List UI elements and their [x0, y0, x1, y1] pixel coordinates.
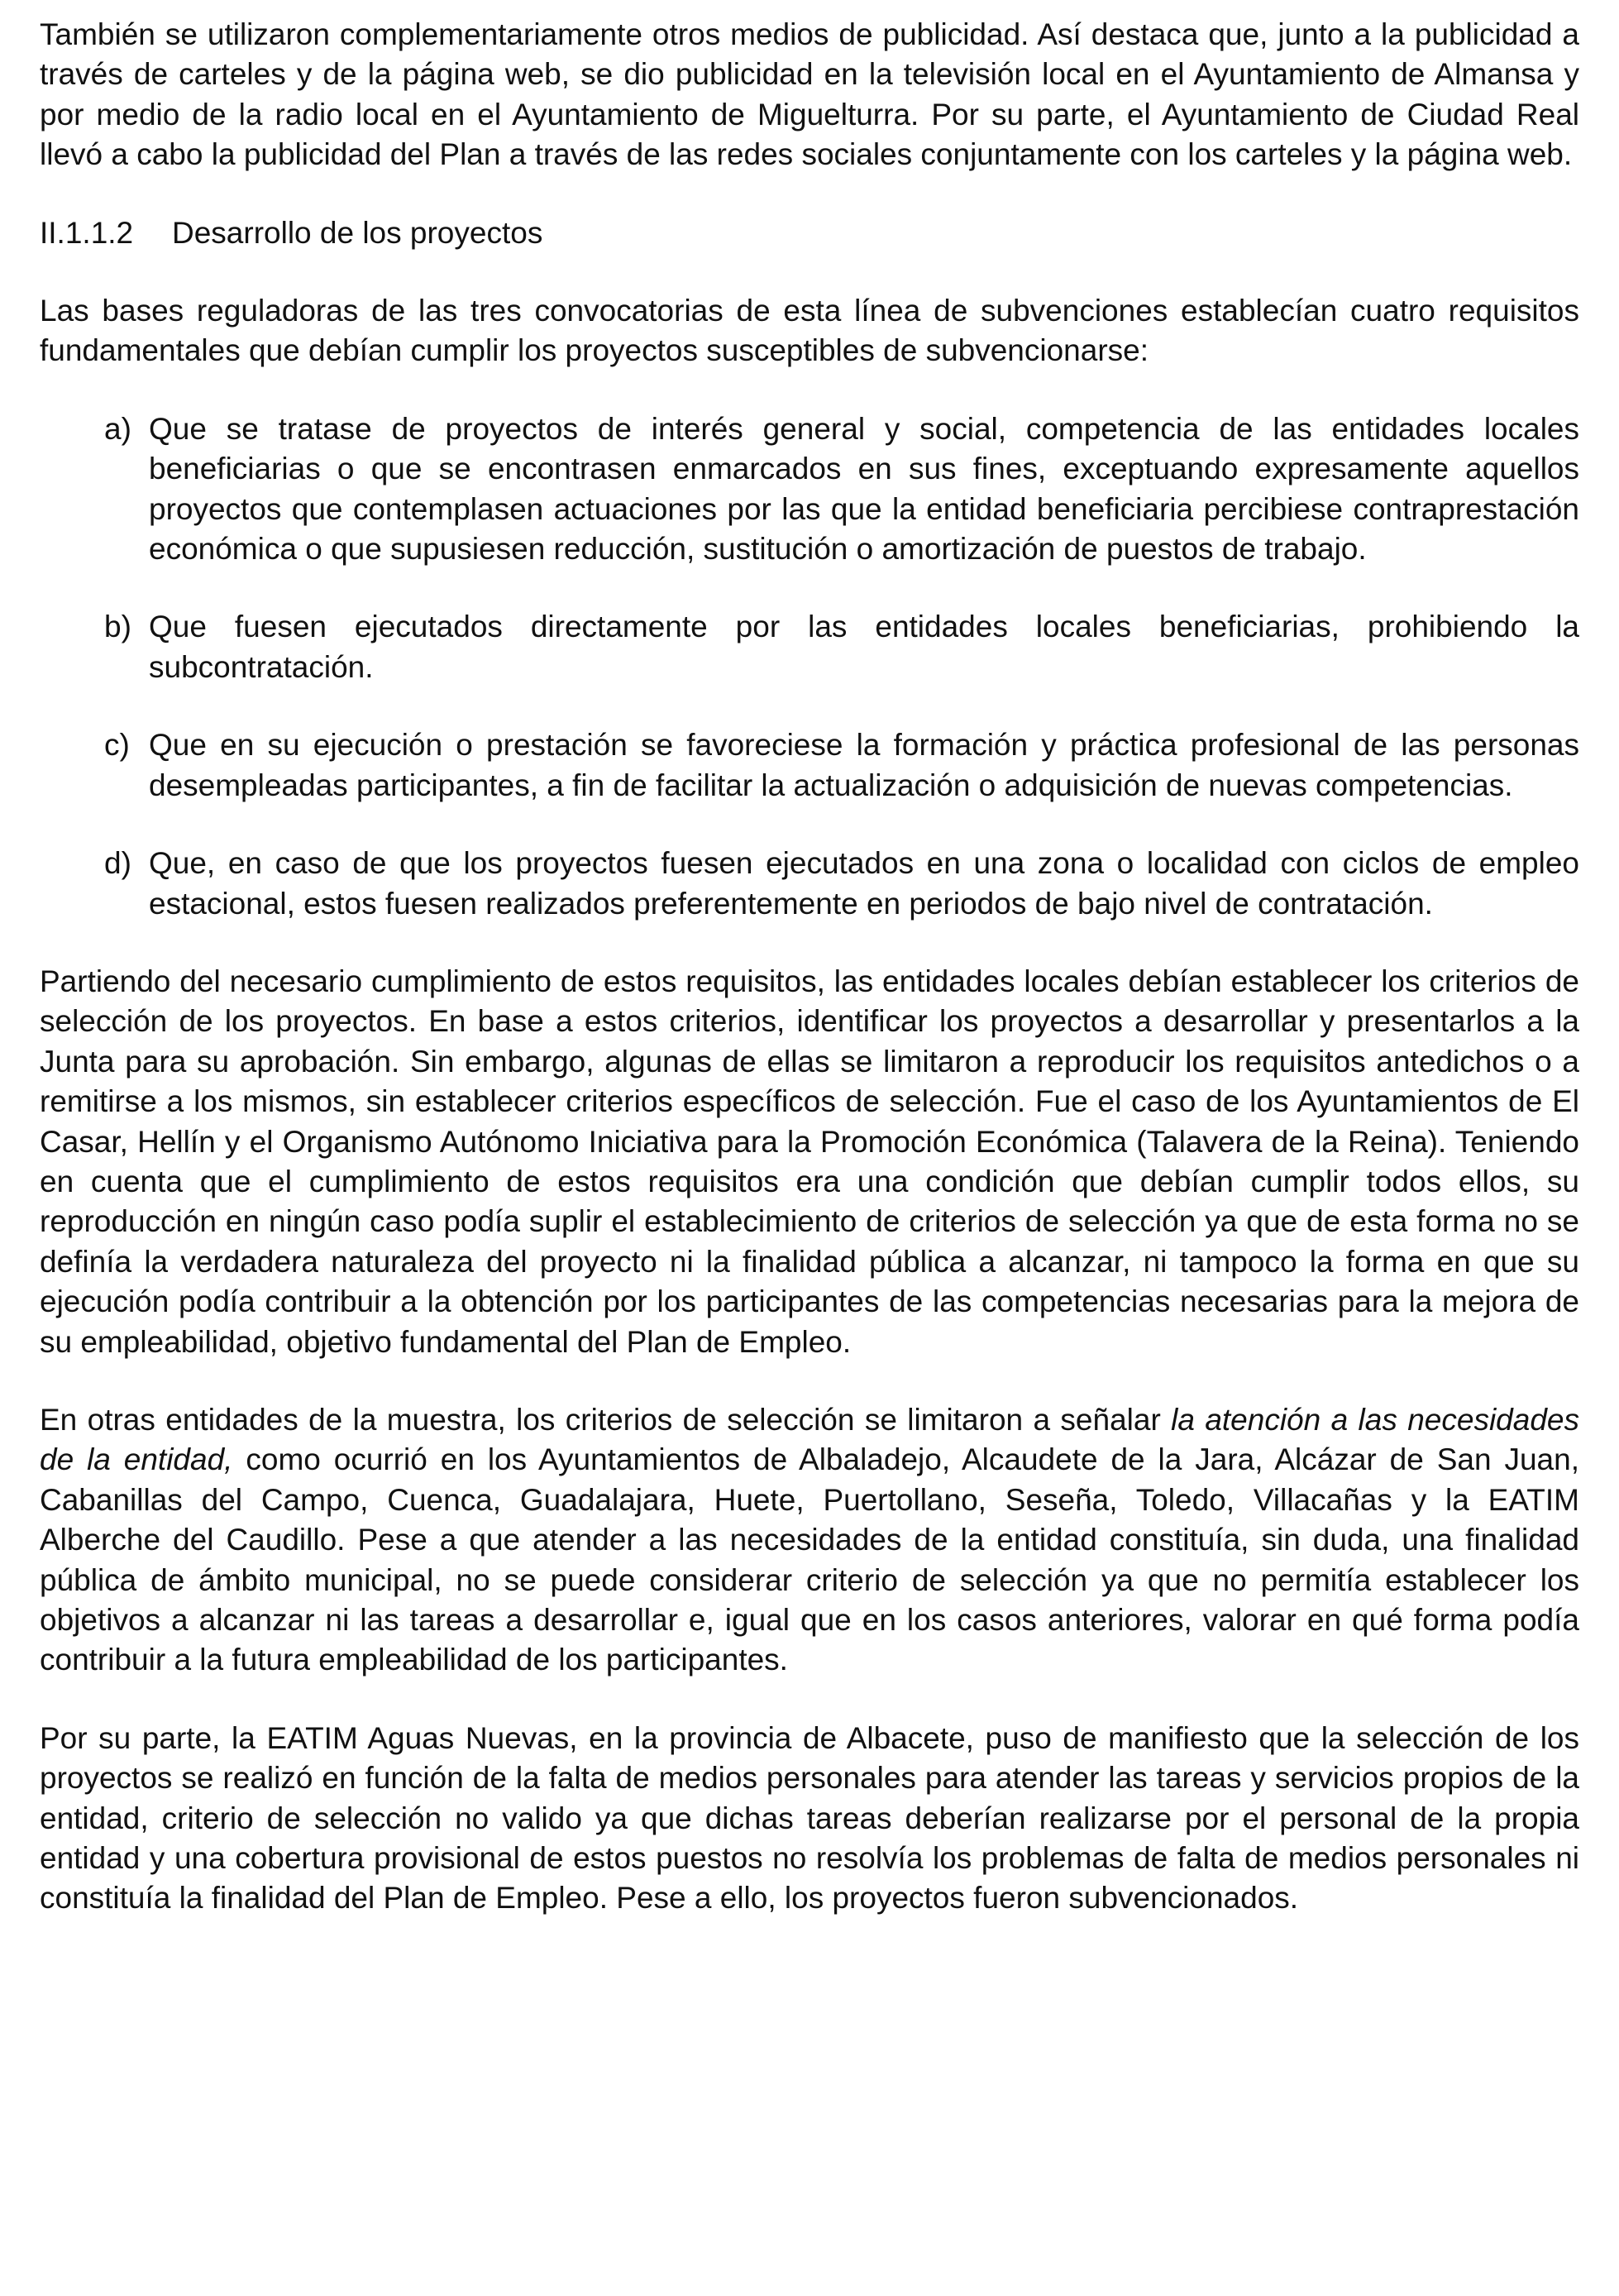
list-marker: d)	[104, 846, 131, 881]
list-item	[40, 607, 1579, 687]
list-item	[40, 725, 1579, 806]
requirements-list	[40, 409, 1579, 924]
list-item-text: Que, en caso de que los proyectos fuesen ejecutados en una zona o localidad con ciclos de empleo estacional, estos fuesen realizados preferentemente en periodos de bajo nivel de contratación.	[149, 846, 1579, 921]
document-page	[40, 15, 1579, 1957]
paragraph-entity-needs-rest: como ocurrió en los Ayuntamientos de Albaladejo, Alcaudete de la Jara, Alcázar de San Juan, Cabanillas del Campo, Cuenca, Guadalajara, Huete, Puertollano, Seseña, Toledo, Villacañas y la EATIM Alberche del Caudillo. Pese a que atender a las necesidades de la entidad constituía, sin duda, una finalidad pública de ámbito municipal, no se puede considerar criterio de selección ya que no permitía establecer los objetivos a alcanzar ni las tareas a desarrollar e, igual que en los casos anteriores, valorar en qué forma podía contribuir a la futura empleabilidad de los participantes.	[40, 1442, 1579, 1677]
paragraph-aguas-nuevas: Por su parte, la EATIM Aguas Nuevas, en la provincia de Albacete, puso de manifiesto que la selección de los proyectos se realizó en función de la falta de medios personales para atender las tareas y servicios propios de la entidad, criterio de selección no valido ya que dichas tareas deberían realizarse por el personal de la propia entidad y una cobertura provisional de estos puestos no resolvía los problemas de falta de medios personales ni constituía la finalidad del Plan de Empleo. Pese a ello, los proyectos fueron subvencionados.	[40, 1720, 1579, 1916]
paragraph-entity-needs-italic: la atención a las necesidades de la entidad,	[40, 1402, 1579, 1477]
list-item-text: Que se tratase de proyectos de interés general y social, competencia de las entidades locales beneficiarias o que se encontrasen enmarcados en sus fines, exceptuando expresamente aquellos proyectos que contemplasen actuaciones por las que la entidad beneficiaria percibiese contraprestación económica o que supusiesen reducción, sustitución o amortización de puestos de trabajo.	[149, 411, 1579, 567]
list-marker: b)	[104, 610, 131, 644]
list-marker: c)	[104, 728, 130, 763]
section-heading	[40, 213, 1579, 253]
list-marker: a)	[104, 411, 131, 446]
list-item	[40, 409, 1579, 570]
list-item	[40, 844, 1579, 924]
paragraph-requirements-intro: Las bases reguladoras de las tres convocatorias de esta línea de subvenciones establecían cuatro requisitos fundamentales que debían cumplir los proyectos susceptibles de subvencionarse:	[40, 294, 1579, 368]
paragraph-entity-needs-intro: En otras entidades de la muestra, los criterios de selección se limitaron a señalar	[40, 1402, 1172, 1437]
paragraph-entity-needs	[40, 1400, 1579, 1681]
list-item-text: Que fuesen ejecutados directamente por las entidades locales beneficiarias, prohibiendo la subcontratación.	[149, 610, 1579, 684]
list-item-text: Que en su ejecución o prestación se favoreciese la formación y práctica profesional de las personas desempleadas participantes, a fin de facilitar la actualización o adquisición de nuevas competencias.	[149, 728, 1579, 802]
section-number: II.1.1.2	[40, 215, 134, 250]
section-title: Desarrollo de los proyectos	[172, 215, 543, 250]
paragraph-selection-criteria: Partiendo del necesario cumplimiento de estos requisitos, las entidades locales debían establecer los criterios de selección de los proyectos. En base a estos criterios, identificar los proyectos a desarrollar y presentarlos a la Junta para su aprobación. Sin embargo, algunas de ellas se limitaron a reproducir los requisitos antedichos o a remitirse a los mismos, sin establecer criterios específicos de selección. Fue el caso de los Ayuntamientos de El Casar, Hellín y el Organismo Autónomo Iniciativa para la Promoción Económica (Talavera de la Reina). Teniendo en cuenta que el cumplimiento de estos requisitos era una condición que debían cumplir todos ellos, su reproducción en ningún caso podía suplir el establecimiento de criterios de selección ya que de esta forma no se definía la verdadera naturaleza del proyecto ni la finalidad pública a alcanzar, ni tampoco la forma en que su ejecución podía contribuir a la obtención por los participantes de las competencias necesarias para la mejora de su empleabilidad, objetivo fundamental del Plan de Empleo.	[40, 964, 1579, 1359]
paragraph-publicity: También se utilizaron complementariamente otros medios de publicidad. Así destaca que, junto a la publicidad a través de carteles y de la página web, se dio publicidad en la televisión local en el Ayuntamiento de Almansa y por medio de la radio local en el Ayuntamiento de Miguelturra. Por su parte, el Ayuntamiento de Ciudad Real llevó a cabo la publicidad del Plan a través de las redes sociales conjuntamente con los carteles y la página web.	[40, 17, 1579, 172]
